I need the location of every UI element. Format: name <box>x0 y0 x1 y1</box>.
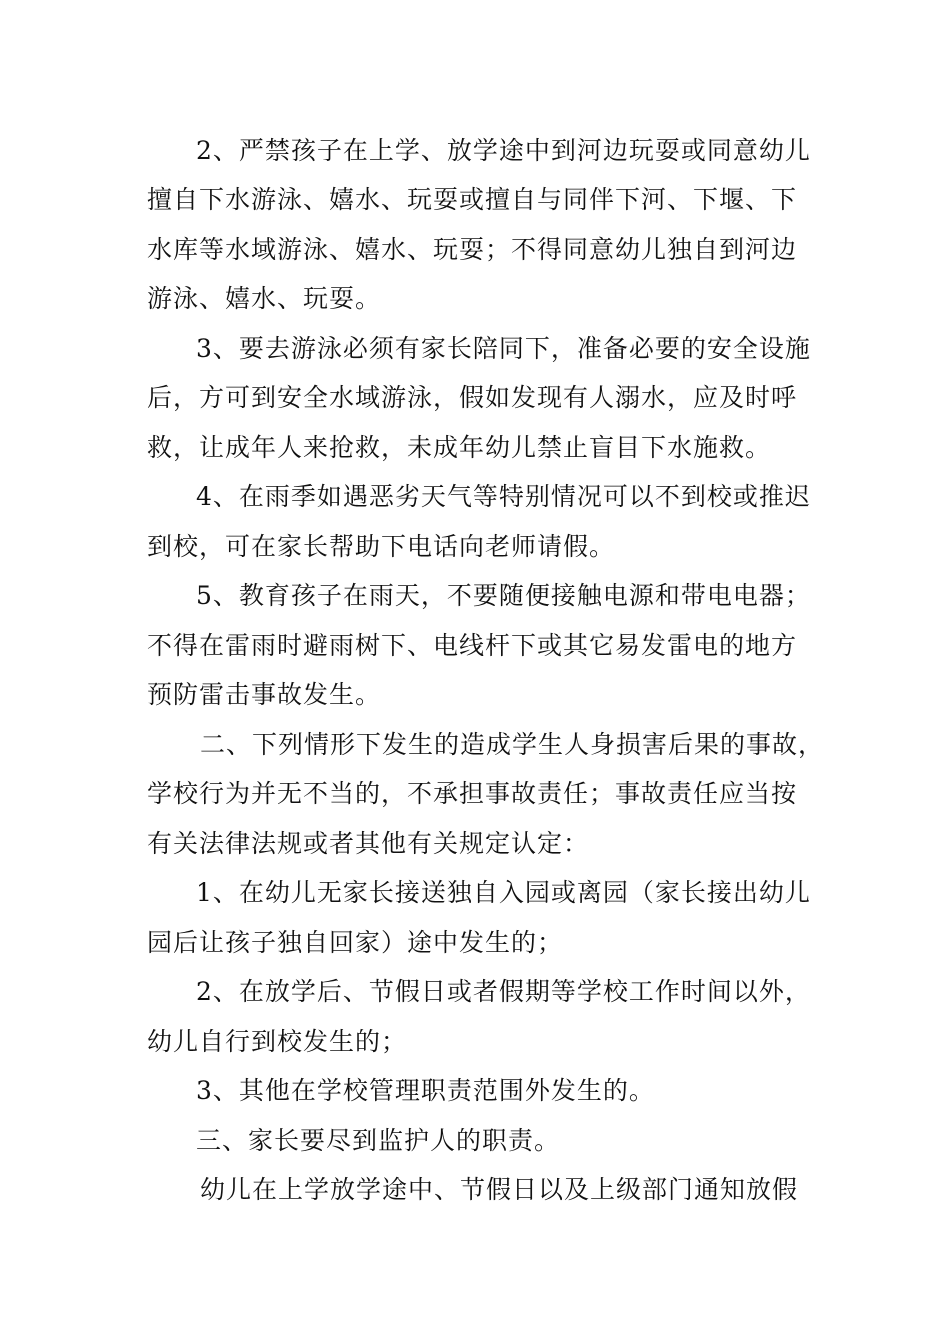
paragraph-line: 5、教育孩子在雨天，不要随便接触电源和带电电器； <box>196 581 811 610</box>
paragraph-line: 3、其他在学校管理职责范围外发生的。 <box>196 1076 655 1105</box>
paragraph-line: 2、严禁孩子在上学、放学途中到河边玩耍或同意幼儿 <box>196 136 811 165</box>
paragraph-line: 2、在放学后、节假日或者假期等学校工作时间以外， <box>196 977 811 1006</box>
paragraph-line: 学校行为并无不当的，不承担事故责任；事故责任应当按 <box>147 779 798 808</box>
paragraph-line: 1、在幼儿无家长接送独自入园或离园（家长接出幼儿 <box>196 878 811 907</box>
paragraph-line: 幼儿在上学放学途中、节假日以及上级部门通知放假 <box>200 1175 799 1204</box>
paragraph-line: 到校，可在家长帮助下电话向老师请假。 <box>147 532 616 561</box>
paragraph-line: 预防雷击事故发生。 <box>147 680 382 709</box>
paragraph-line: 救，让成年人来抢救，未成年幼儿禁止盲目下水施救。 <box>147 433 772 462</box>
section-heading-line: 三、家长要尽到监护人的职责。 <box>196 1126 561 1155</box>
paragraph-line: 园后让孩子独自回家）途中发生的； <box>147 928 564 957</box>
paragraph-line: 后，方可到安全水域游泳，假如发现有人溺水，应及时呼 <box>147 383 798 412</box>
paragraph-line: 幼儿自行到校发生的； <box>147 1027 408 1056</box>
paragraph-line: 水库等水域游泳、嬉水、玩耍；不得同意幼儿独自到河边 <box>147 235 798 264</box>
paragraph-line: 有关法律法规或者其他有关规定认定： <box>147 829 590 858</box>
paragraph-line: 3、要去游泳必须有家长陪同下，准备必要的安全设施 <box>196 334 811 363</box>
section-heading-line: 二、下列情形下发生的造成学生人身损害后果的事故， <box>200 730 825 759</box>
paragraph-line: 擅自下水游泳、嬉水、玩耍或擅自与同伴下河、下堰、下 <box>147 185 798 214</box>
paragraph-line: 游泳、嬉水、玩耍。 <box>147 284 382 313</box>
paragraph-line: 4、在雨季如遇恶劣天气等特别情况可以不到校或推迟 <box>196 482 811 511</box>
paragraph-line: 不得在雷雨时避雨树下、电线杆下或其它易发雷电的地方 <box>147 631 798 660</box>
